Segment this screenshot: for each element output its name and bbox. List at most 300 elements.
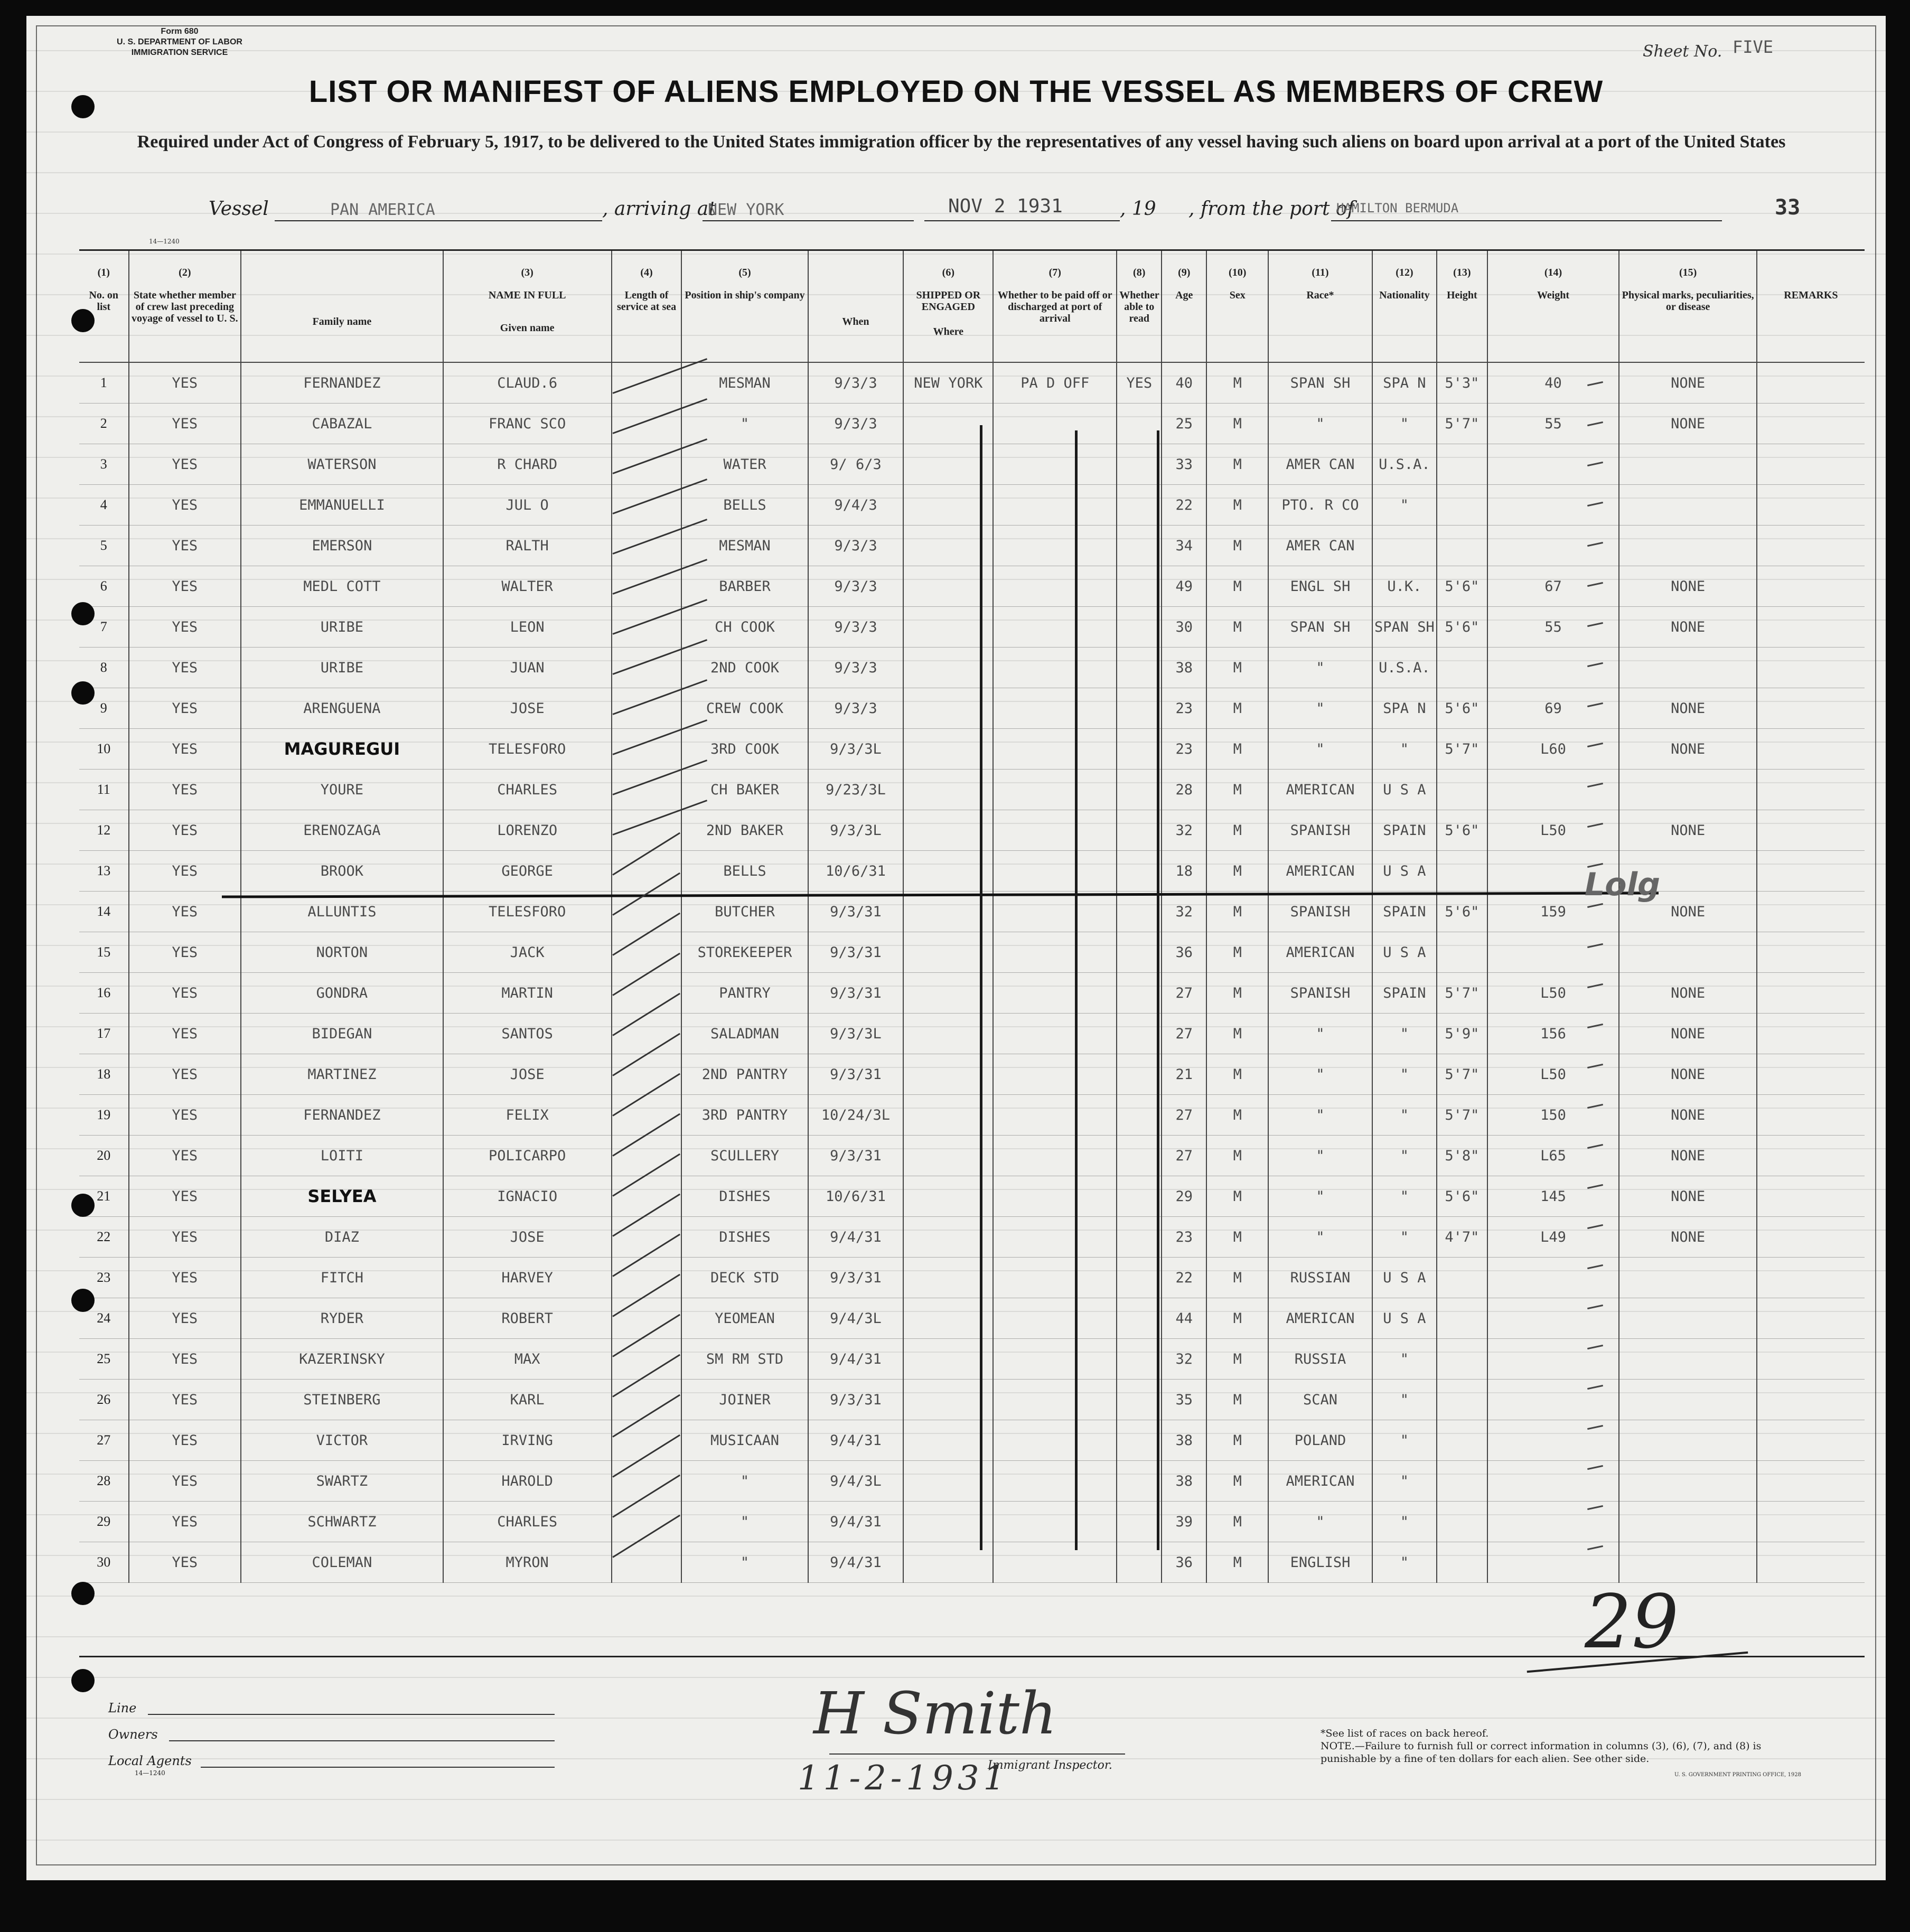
cell-row-number: 3 — [79, 444, 129, 485]
cell-row-number: 17 — [79, 1014, 129, 1054]
cell-position: 2ND PANTRY — [681, 1054, 808, 1095]
cell-physical-marks: NONE — [1619, 729, 1756, 770]
cell-height: 5'7" — [1437, 729, 1487, 770]
cell-shipped-when: 9/3/3L — [808, 810, 904, 851]
cell-height: 5'8" — [1437, 1136, 1487, 1176]
col-header-nationality: (12) Nationality — [1372, 251, 1437, 362]
cell-weight: 156 — [1487, 1014, 1619, 1054]
cell-shipped-where: NEW YORK — [903, 362, 993, 404]
arriving-label: , arriving at — [602, 198, 716, 220]
col-header-remarks: REMARKS — [1757, 251, 1865, 362]
cell-previous-voyage: YES — [129, 1461, 241, 1502]
page-subtitle: Required under Act of Congress of February 5, 1917, to be delivered to the United States immigration officer by the representatives of any vessel having such aliens on board upon arrival at a port of the United States — [137, 132, 1786, 152]
cell-nationality: " — [1372, 1095, 1437, 1136]
cell-nationality: SPAN SH — [1372, 607, 1437, 648]
cell-shipped-when: 9/3/3 — [808, 526, 904, 566]
cell-height: 4'7" — [1437, 1217, 1487, 1258]
cell-shipped-when: 9/ 6/3 — [808, 444, 904, 485]
cell-family-name: WATERSON — [241, 444, 443, 485]
cell-previous-voyage: YES — [129, 1380, 241, 1420]
cell-nationality: " — [1372, 1502, 1437, 1542]
cell-race: " — [1268, 648, 1372, 688]
cell-shipped-when: 9/4/3L — [808, 1461, 904, 1502]
cell-nationality: " — [1372, 1339, 1437, 1380]
cell-family-name: SCHWARTZ — [241, 1502, 443, 1542]
cell-family-name: BROOK — [241, 851, 443, 892]
cell-age: 33 — [1162, 444, 1206, 485]
cell-age: 38 — [1162, 648, 1206, 688]
cell-race: SPANISH — [1268, 973, 1372, 1014]
cell-given-name: MARTIN — [443, 973, 612, 1014]
cell-nationality: SPAIN — [1372, 973, 1437, 1014]
col-header-physical-marks: (15) Physical marks, peculiarities, or disease — [1619, 251, 1756, 362]
cell-nationality: " — [1372, 1380, 1437, 1420]
col-header-shipped-where: (6) SHIPPED OR ENGAGED Where — [903, 251, 993, 362]
cell-position: BUTCHER — [681, 892, 808, 932]
cell-age: 22 — [1162, 1258, 1206, 1298]
cell-age: 49 — [1162, 566, 1206, 607]
cell-row-number: 2 — [79, 404, 129, 444]
cell-race: " — [1268, 688, 1372, 729]
cell-family-name: FERNANDEZ — [241, 1095, 443, 1136]
cell-weight: 159 — [1487, 892, 1619, 932]
cell-shipped-when: 9/3/31 — [808, 932, 904, 973]
cell-race: PTO. R CO — [1268, 485, 1372, 526]
cell-previous-voyage: YES — [129, 729, 241, 770]
cell-position: CREW COOK — [681, 688, 808, 729]
col-header-paid-off: (7) Whether to be paid off or discharged at port of arrival — [993, 251, 1117, 362]
cell-shipped-when: 9/4/31 — [808, 1542, 904, 1583]
cell-height: 5'6" — [1437, 810, 1487, 851]
cell-sex: M — [1206, 607, 1268, 648]
cell-previous-voyage: YES — [129, 444, 241, 485]
col-header-length-of-service: (4) Length of service at sea — [612, 251, 682, 362]
cell-race: AMERICAN — [1268, 932, 1372, 973]
cell-previous-voyage: YES — [129, 770, 241, 810]
cell-sex: M — [1206, 1136, 1268, 1176]
cell-row-number: 27 — [79, 1420, 129, 1461]
cell-age: 34 — [1162, 526, 1206, 566]
cell-weight: 69 — [1487, 688, 1619, 729]
inspector-label: Immigrant Inspector. — [988, 1759, 1112, 1772]
cell-previous-voyage: YES — [129, 1258, 241, 1298]
cell-position: 3RD PANTRY — [681, 1095, 808, 1136]
cell-race: SPAN SH — [1268, 607, 1372, 648]
cell-physical-marks: NONE — [1619, 404, 1756, 444]
cell-race: ENGLISH — [1268, 1542, 1372, 1583]
cell-age: 18 — [1162, 851, 1206, 892]
cell-race: " — [1268, 404, 1372, 444]
cell-family-name: CABAZAL — [241, 404, 443, 444]
cell-position: SCULLERY — [681, 1136, 808, 1176]
cell-age: 23 — [1162, 688, 1206, 729]
cell-nationality: SPAIN — [1372, 892, 1437, 932]
cell-given-name: LEON — [443, 607, 612, 648]
cell-position: MESMAN — [681, 362, 808, 404]
cell-given-name: CHARLES — [443, 1502, 612, 1542]
cell-given-name: FELIX — [443, 1095, 612, 1136]
cell-given-name: JACK — [443, 932, 612, 973]
cell-shipped-when: 9/3/3 — [808, 362, 904, 404]
cell-row-number: 19 — [79, 1095, 129, 1136]
cell-race: RUSSIAN — [1268, 1258, 1372, 1298]
cell-position: BARBER — [681, 566, 808, 607]
cell-given-name: CLAUD.6 — [443, 362, 612, 404]
cell-nationality: SPA N — [1372, 688, 1437, 729]
cell-position: DECK STD — [681, 1258, 808, 1298]
arrival-port: NEW YORK — [708, 201, 784, 219]
cell-sex: M — [1206, 485, 1268, 526]
cell-position: SALADMAN — [681, 1014, 808, 1054]
cell-position: " — [681, 404, 808, 444]
cell-sex: M — [1206, 1298, 1268, 1339]
cell-nationality: U.S.A. — [1372, 648, 1437, 688]
cell-nationality: " — [1372, 1054, 1437, 1095]
cell-physical-marks: NONE — [1619, 1095, 1756, 1136]
inspector-signature: H Smith — [813, 1680, 1057, 1747]
cell-age: 38 — [1162, 1420, 1206, 1461]
cell-previous-voyage: YES — [129, 688, 241, 729]
cell-position: " — [681, 1502, 808, 1542]
cell-age: 44 — [1162, 1298, 1206, 1339]
cell-race: AMERICAN — [1268, 770, 1372, 810]
cell-row-number: 5 — [79, 526, 129, 566]
cell-row-number: 13 — [79, 851, 129, 892]
cell-sex: M — [1206, 1542, 1268, 1583]
cell-physical-marks: NONE — [1619, 688, 1756, 729]
cell-previous-voyage: YES — [129, 362, 241, 404]
cell-sex: M — [1206, 973, 1268, 1014]
local-agents-label: Local Agents — [108, 1753, 192, 1768]
cell-physical-marks: NONE — [1619, 566, 1756, 607]
cell-given-name: R CHARD — [443, 444, 612, 485]
cell-position: 2ND BAKER — [681, 810, 808, 851]
cell-position: CH COOK — [681, 607, 808, 648]
arrival-date: NOV 2 1931 — [948, 195, 1063, 217]
cell-position: DISHES — [681, 1217, 808, 1258]
cell-nationality: " — [1372, 1461, 1437, 1502]
col-header-shipped-when: When — [808, 251, 904, 362]
cell-race: " — [1268, 729, 1372, 770]
cell-shipped-when: 9/4/31 — [808, 1217, 904, 1258]
cell-previous-voyage: YES — [129, 1298, 241, 1339]
cell-given-name: IGNACIO — [443, 1176, 612, 1217]
cell-shipped-when: 10/24/3L — [808, 1095, 904, 1136]
cell-shipped-when: 9/3/3 — [808, 688, 904, 729]
cell-previous-voyage: YES — [129, 1054, 241, 1095]
cell-sex: M — [1206, 810, 1268, 851]
cell-race: AMER CAN — [1268, 444, 1372, 485]
cell-race: ENGL SH — [1268, 566, 1372, 607]
cell-family-name: EMMANUELLI — [241, 485, 443, 526]
department-name: U. S. DEPARTMENT OF LABOR — [117, 37, 242, 46]
cell-shipped-when: 9/3/31 — [808, 1054, 904, 1095]
cell-position: 2ND COOK — [681, 648, 808, 688]
cell-weight: 55 — [1487, 607, 1619, 648]
cell-nationality: " — [1372, 485, 1437, 526]
cell-row-number: 23 — [79, 1258, 129, 1298]
cell-given-name: WALTER — [443, 566, 612, 607]
cell-age: 23 — [1162, 729, 1206, 770]
cell-row-number: 26 — [79, 1380, 129, 1420]
cell-family-name: KAZERINSKY — [241, 1339, 443, 1380]
cell-weight: 40 — [1487, 362, 1619, 404]
cell-height: 5'9" — [1437, 1014, 1487, 1054]
manifest-sheet — [26, 16, 1886, 1880]
cell-row-number: 9 — [79, 688, 129, 729]
cell-position: STOREKEEPER — [681, 932, 808, 973]
cell-given-name: ROBERT — [443, 1298, 612, 1339]
cell-given-name: JUAN — [443, 648, 612, 688]
cell-race: RUSSIA — [1268, 1339, 1372, 1380]
cell-weight: 67 — [1487, 566, 1619, 607]
cell-position: BELLS — [681, 485, 808, 526]
cell-height: 5'7" — [1437, 1095, 1487, 1136]
cell-race: AMER CAN — [1268, 526, 1372, 566]
cell-previous-voyage: YES — [129, 648, 241, 688]
cell-race: SPAN SH — [1268, 362, 1372, 404]
cell-nationality: U S A — [1372, 1298, 1437, 1339]
cell-sex: M — [1206, 1502, 1268, 1542]
cell-nationality: U S A — [1372, 932, 1437, 973]
cell-race: " — [1268, 1217, 1372, 1258]
cell-row-number: 18 — [79, 1054, 129, 1095]
cell-age: 32 — [1162, 810, 1206, 851]
page-border — [36, 25, 1876, 1865]
cell-age: 36 — [1162, 1542, 1206, 1583]
cell-family-name: ERENOZAGA — [241, 810, 443, 851]
cell-shipped-when: 9/3/3 — [808, 566, 904, 607]
cell-row-number: 8 — [79, 648, 129, 688]
fine-note: NOTE.—Failure to furnish full or correct information in columns (3), (6), (7), and (8) is punishable by a fine of ten dollars for each alien. See other side. — [1321, 1740, 1762, 1765]
cell-race: SCAN — [1268, 1380, 1372, 1420]
cell-race: SPANISH — [1268, 892, 1372, 932]
cell-shipped-when: 9/3/31 — [808, 1258, 904, 1298]
cell-family-name: ALLUNTIS — [241, 892, 443, 932]
cell-family-name: SELYEA — [241, 1176, 443, 1217]
cell-sex: M — [1206, 1339, 1268, 1380]
cell-shipped-when: 9/3/3 — [808, 404, 904, 444]
cell-family-name: MEDL COTT — [241, 566, 443, 607]
cell-given-name: TELESFORO — [443, 892, 612, 932]
cell-physical-marks: NONE — [1619, 1054, 1756, 1095]
cell-previous-voyage: YES — [129, 485, 241, 526]
cell-nationality: U.K. — [1372, 566, 1437, 607]
cell-race: " — [1268, 1136, 1372, 1176]
cell-age: 32 — [1162, 892, 1206, 932]
cell-sex: M — [1206, 770, 1268, 810]
cell-family-name: RYDER — [241, 1298, 443, 1339]
cell-height: 5'6" — [1437, 566, 1487, 607]
cell-physical-marks: NONE — [1619, 607, 1756, 648]
cell-sex: M — [1206, 362, 1268, 404]
cell-age: 27 — [1162, 1095, 1206, 1136]
cell-age: 39 — [1162, 1502, 1206, 1542]
cell-nationality: U S A — [1372, 770, 1437, 810]
cell-previous-voyage: YES — [129, 1217, 241, 1258]
cell-sex: M — [1206, 404, 1268, 444]
cell-age: 22 — [1162, 485, 1206, 526]
cell-family-name: YOURE — [241, 770, 443, 810]
col-header-given-name: (3) NAME IN FULL Given name — [443, 251, 612, 362]
cell-physical-marks: NONE — [1619, 973, 1756, 1014]
cell-row-number: 25 — [79, 1339, 129, 1380]
cell-nationality: " — [1372, 1217, 1437, 1258]
cell-row-number: 7 — [79, 607, 129, 648]
handwritten-total: 29 — [1585, 1579, 1679, 1665]
cell-weight: L60 — [1487, 729, 1619, 770]
cell-row-number: 20 — [79, 1136, 129, 1176]
cell-weight: L50 — [1487, 810, 1619, 851]
cell-previous-voyage: YES — [129, 1014, 241, 1054]
cell-position: " — [681, 1542, 808, 1583]
cell-given-name: HARVEY — [443, 1258, 612, 1298]
cell-row-number: 24 — [79, 1298, 129, 1339]
cell-nationality: SPAIN — [1372, 810, 1437, 851]
cell-previous-voyage: YES — [129, 892, 241, 932]
cell-shipped-when: 9/23/3L — [808, 770, 904, 810]
cell-sex: M — [1206, 688, 1268, 729]
cell-race: " — [1268, 1502, 1372, 1542]
cell-nationality: " — [1372, 1014, 1437, 1054]
cell-previous-voyage: YES — [129, 1502, 241, 1542]
cell-physical-marks: NONE — [1619, 362, 1756, 404]
cell-sex: M — [1206, 851, 1268, 892]
cell-family-name: VICTOR — [241, 1420, 443, 1461]
col-header-race: (11) Race* — [1268, 251, 1372, 362]
cell-previous-voyage: YES — [129, 1176, 241, 1217]
vessel-label: Vessel — [209, 198, 269, 220]
cell-row-number: 10 — [79, 729, 129, 770]
cell-weight: L49 — [1487, 1217, 1619, 1258]
cell-position: YEOMEAN — [681, 1298, 808, 1339]
cell-family-name: GONDRA — [241, 973, 443, 1014]
cell-height: 5'7" — [1437, 1054, 1487, 1095]
cell-row-number: 16 — [79, 973, 129, 1014]
cell-row-number: 4 — [79, 485, 129, 526]
form-code: 14—1240 — [149, 238, 180, 245]
cell-given-name: JUL O — [443, 485, 612, 526]
cell-position: BELLS — [681, 851, 808, 892]
cell-shipped-when: 9/3/3L — [808, 1014, 904, 1054]
cell-sex: M — [1206, 526, 1268, 566]
cell-race: SPANISH — [1268, 810, 1372, 851]
cell-given-name: KARL — [443, 1380, 612, 1420]
cell-sex: M — [1206, 729, 1268, 770]
vessel-name: PAN AMERICA — [330, 201, 435, 219]
col-header-age: (9) Age — [1162, 251, 1206, 362]
cell-age: 27 — [1162, 1014, 1206, 1054]
cell-age: 27 — [1162, 1136, 1206, 1176]
cell-age: 21 — [1162, 1054, 1206, 1095]
cell-nationality: " — [1372, 1542, 1437, 1583]
cell-previous-voyage: YES — [129, 1339, 241, 1380]
cell-shipped-when: 9/3/31 — [808, 1380, 904, 1420]
cell-sex: M — [1206, 1014, 1268, 1054]
cell-race: " — [1268, 1054, 1372, 1095]
cell-able-to-read: YES — [1117, 362, 1162, 404]
cell-age: 29 — [1162, 1176, 1206, 1217]
cell-given-name: LORENZO — [443, 810, 612, 851]
cell-height: 5'6" — [1437, 688, 1487, 729]
cell-sex: M — [1206, 1095, 1268, 1136]
cell-position: CH BAKER — [681, 770, 808, 810]
cell-race: " — [1268, 1095, 1372, 1136]
cell-family-name: MAGUREGUI — [241, 729, 443, 770]
col-header-number: (1) No. on list — [79, 251, 129, 362]
cell-sex: M — [1206, 1461, 1268, 1502]
cell-previous-voyage: YES — [129, 526, 241, 566]
cell-previous-voyage: YES — [129, 1420, 241, 1461]
from-port: HAMILTON BERMUDA — [1336, 201, 1459, 215]
cell-previous-voyage: YES — [129, 851, 241, 892]
cell-family-name: LOITI — [241, 1136, 443, 1176]
cell-family-name: MARTINEZ — [241, 1054, 443, 1095]
cell-height: 5'3" — [1437, 362, 1487, 404]
col-header-previous-voyage: (2) State whether member of crew last preceding voyage of vessel to U. S. — [129, 251, 241, 362]
cell-sex: M — [1206, 648, 1268, 688]
cell-weight: L50 — [1487, 1054, 1619, 1095]
cell-height: 5'6" — [1437, 607, 1487, 648]
races-note: *See list of races on back hereof. — [1321, 1728, 1489, 1739]
cell-nationality: " — [1372, 1420, 1437, 1461]
owners-label: Owners — [108, 1727, 158, 1742]
cell-family-name: FITCH — [241, 1258, 443, 1298]
cell-previous-voyage: YES — [129, 566, 241, 607]
cell-sex: M — [1206, 892, 1268, 932]
cell-row-number: 30 — [79, 1542, 129, 1583]
sheet-number-label: Sheet No. — [1643, 42, 1722, 61]
cell-row-number: 21 — [79, 1176, 129, 1217]
cell-age: 36 — [1162, 932, 1206, 973]
cell-position: WATER — [681, 444, 808, 485]
cell-row-number: 12 — [79, 810, 129, 851]
cell-physical-marks: NONE — [1619, 1176, 1756, 1217]
cell-nationality: U S A — [1372, 1258, 1437, 1298]
printing-office: U. S. GOVERNMENT PRINTING OFFICE, 1928 — [1674, 1772, 1801, 1778]
cell-family-name: ARENGUENA — [241, 688, 443, 729]
cell-sex: M — [1206, 1420, 1268, 1461]
service-name: IMMIGRATION SERVICE — [131, 48, 228, 57]
cell-given-name: HAROLD — [443, 1461, 612, 1502]
cell-row-number: 28 — [79, 1461, 129, 1502]
cell-given-name: JOSE — [443, 688, 612, 729]
cell-previous-voyage: YES — [129, 810, 241, 851]
cell-nationality: U.S.A. — [1372, 444, 1437, 485]
cell-row-number: 15 — [79, 932, 129, 973]
cell-weight: L65 — [1487, 1136, 1619, 1176]
cell-age: 23 — [1162, 1217, 1206, 1258]
cell-sex: M — [1206, 444, 1268, 485]
cell-age: 35 — [1162, 1380, 1206, 1420]
cell-position: " — [681, 1461, 808, 1502]
cell-physical-marks: NONE — [1619, 1136, 1756, 1176]
col-header-sex: (10) Sex — [1206, 251, 1268, 362]
cell-given-name: CHARLES — [443, 770, 612, 810]
cell-previous-voyage: YES — [129, 607, 241, 648]
form-number: Form 680 — [161, 27, 199, 36]
cell-row-number: 1 — [79, 362, 129, 404]
cell-row-number: 22 — [79, 1217, 129, 1258]
cell-family-name: FERNANDEZ — [241, 362, 443, 404]
cell-given-name: RALTH — [443, 526, 612, 566]
cell-position: SM RM STD — [681, 1339, 808, 1380]
cell-family-name: SWARTZ — [241, 1461, 443, 1502]
cell-shipped-when: 9/4/31 — [808, 1420, 904, 1461]
cell-sex: M — [1206, 1380, 1268, 1420]
cell-physical-marks: NONE — [1619, 1217, 1756, 1258]
cell-nationality: " — [1372, 729, 1437, 770]
